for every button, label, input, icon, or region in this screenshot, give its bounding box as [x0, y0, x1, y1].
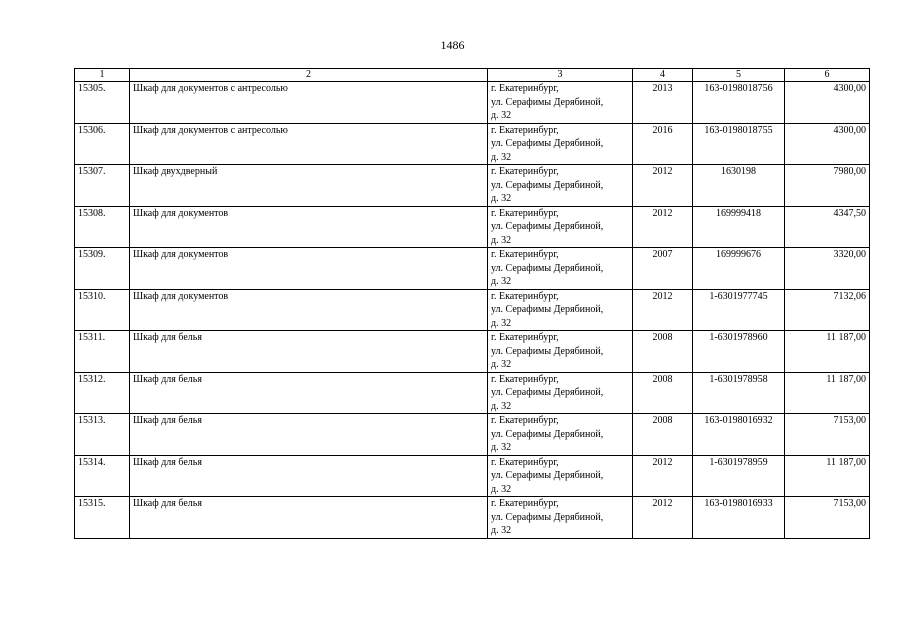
- address-line: ул. Серафимы Дерябиной,: [491, 262, 604, 274]
- item-address: [488, 372, 633, 414]
- item-address: [488, 414, 633, 456]
- item-name: Шкаф для документов с антресолью: [130, 82, 488, 124]
- address-line: ул. Серафимы Дерябиной,: [491, 345, 604, 357]
- row-number: 15311.: [75, 331, 130, 373]
- row-number: 15315.: [75, 497, 130, 539]
- address-line: д. 32: [491, 317, 512, 329]
- item-address: [488, 206, 633, 248]
- address-line: г. Екатеринбург,: [491, 456, 559, 468]
- table-row: [75, 82, 870, 124]
- address-line: г. Екатеринбург,: [491, 249, 559, 260]
- address-line: д. 32: [491, 442, 512, 453]
- address-line: д. 32: [491, 483, 512, 495]
- address-line: д. 32: [491, 234, 512, 246]
- table-row: [75, 455, 870, 497]
- item-cost: 7153,00: [785, 497, 870, 539]
- inventory-number: 169999418: [693, 206, 785, 248]
- address-line: г. Екатеринбург,: [491, 415, 559, 426]
- item-year: 2012: [633, 289, 693, 331]
- item-address: [488, 248, 633, 290]
- column-header-2: 2: [130, 69, 488, 82]
- address-line: д. 32: [491, 400, 512, 412]
- inventory-number: 1-6301978958: [693, 372, 785, 414]
- table-row: [75, 206, 870, 248]
- item-name: Шкаф для белья: [130, 372, 488, 414]
- item-name: Шкаф для документов: [130, 248, 488, 290]
- inventory-number: 163-0198018755: [693, 123, 785, 165]
- address-line: г. Екатеринбург,: [491, 83, 559, 94]
- item-cost: 4300,00: [785, 82, 870, 124]
- inventory-number: 1-6301977745: [693, 289, 785, 331]
- row-number: 15308.: [75, 206, 130, 248]
- inventory-number: 1-6301978960: [693, 331, 785, 373]
- address-line: г. Екатеринбург,: [491, 373, 559, 385]
- item-address: [488, 455, 633, 497]
- address-line: г. Екатеринбург,: [491, 207, 559, 219]
- item-cost: 7132,06: [785, 289, 870, 331]
- item-cost: 11 187,00: [785, 455, 870, 497]
- address-line: ул. Серафимы Дерябиной,: [491, 387, 604, 398]
- item-name: Шкаф для документов с антресолью: [130, 123, 488, 165]
- address-line: ул. Серафимы Дерябиной,: [491, 221, 604, 232]
- address-line: ул. Серафимы Дерябиной,: [491, 428, 604, 440]
- item-year: 2012: [633, 165, 693, 207]
- table-header-row: [75, 69, 870, 82]
- item-cost: 4347,50: [785, 206, 870, 248]
- address-line: ул. Серафимы Дерябиной,: [491, 179, 604, 191]
- address-line: г. Екатеринбург,: [491, 332, 559, 343]
- item-address: [488, 82, 633, 124]
- item-year: 2008: [633, 331, 693, 373]
- row-number: 15313.: [75, 414, 130, 456]
- table-row: [75, 497, 870, 539]
- address-line: д. 32: [491, 359, 512, 370]
- page-number: 1486: [440, 38, 465, 52]
- inventory-number: 163-0198018756: [693, 82, 785, 124]
- table-row: [75, 414, 870, 456]
- column-header-4: 4: [633, 69, 693, 82]
- table-body: [75, 82, 870, 539]
- address-line: г. Екатеринбург,: [491, 498, 559, 509]
- item-name: Шкаф для белья: [130, 497, 488, 539]
- item-year: 2013: [633, 82, 693, 124]
- address-line: д. 32: [491, 525, 512, 536]
- row-number: 15309.: [75, 248, 130, 290]
- item-cost: 7153,00: [785, 414, 870, 456]
- item-cost: 7980,00: [785, 165, 870, 207]
- item-name: Шкаф для белья: [130, 331, 488, 373]
- item-name: Шкаф двухдверный: [130, 165, 488, 207]
- inventory-number: 163-0198016933: [693, 497, 785, 539]
- address-line: д. 32: [491, 193, 512, 204]
- item-cost: 3320,00: [785, 248, 870, 290]
- address-line: ул. Серафимы Дерябиной,: [491, 138, 604, 149]
- item-year: 2008: [633, 414, 693, 456]
- table-row: [75, 248, 870, 290]
- item-year: 2012: [633, 206, 693, 248]
- address-line: ул. Серафимы Дерябиной,: [491, 511, 604, 523]
- address-line: г. Екатеринбург,: [491, 124, 559, 136]
- item-cost: 11 187,00: [785, 372, 870, 414]
- table-row: [75, 123, 870, 165]
- item-name: Шкаф для белья: [130, 455, 488, 497]
- inventory-number: 1-6301978959: [693, 455, 785, 497]
- item-year: 2012: [633, 497, 693, 539]
- address-line: ул. Серафимы Дерябиной,: [491, 96, 604, 108]
- table-row: [75, 372, 870, 414]
- item-address: [488, 165, 633, 207]
- item-name: Шкаф для документов: [130, 206, 488, 248]
- inventory-number: 163-0198016932: [693, 414, 785, 456]
- row-number: 15307.: [75, 165, 130, 207]
- address-line: ул. Серафимы Дерябиной,: [491, 304, 604, 315]
- column-header-5: 5: [693, 69, 785, 82]
- column-header-6: 6: [785, 69, 870, 82]
- row-number: 15306.: [75, 123, 130, 165]
- table-row: [75, 165, 870, 207]
- inventory-number: 1630198: [693, 165, 785, 207]
- row-number: 15314.: [75, 455, 130, 497]
- column-header-3: 3: [488, 69, 633, 82]
- row-number: 15312.: [75, 372, 130, 414]
- item-address: [488, 497, 633, 539]
- item-address: [488, 331, 633, 373]
- address-line: ул. Серафимы Дерябиной,: [491, 470, 604, 481]
- row-number: 15310.: [75, 289, 130, 331]
- table-row: [75, 289, 870, 331]
- item-name: Шкаф для белья: [130, 414, 488, 456]
- address-line: г. Екатеринбург,: [491, 290, 559, 302]
- item-cost: 4300,00: [785, 123, 870, 165]
- item-name: Шкаф для документов: [130, 289, 488, 331]
- item-address: [488, 289, 633, 331]
- item-year: 2007: [633, 248, 693, 290]
- address-line: д. 32: [491, 110, 512, 121]
- item-cost: 11 187,00: [785, 331, 870, 373]
- address-line: д. 32: [491, 276, 512, 287]
- property-registry-table: [74, 68, 870, 539]
- address-line: д. 32: [491, 151, 512, 163]
- row-number: 15305.: [75, 82, 130, 124]
- address-line: г. Екатеринбург,: [491, 166, 559, 177]
- table-row: [75, 331, 870, 373]
- item-address: [488, 123, 633, 165]
- inventory-number: 169999676: [693, 248, 785, 290]
- item-year: 2008: [633, 372, 693, 414]
- item-year: 2016: [633, 123, 693, 165]
- column-header-1: 1: [75, 69, 130, 82]
- item-year: 2012: [633, 455, 693, 497]
